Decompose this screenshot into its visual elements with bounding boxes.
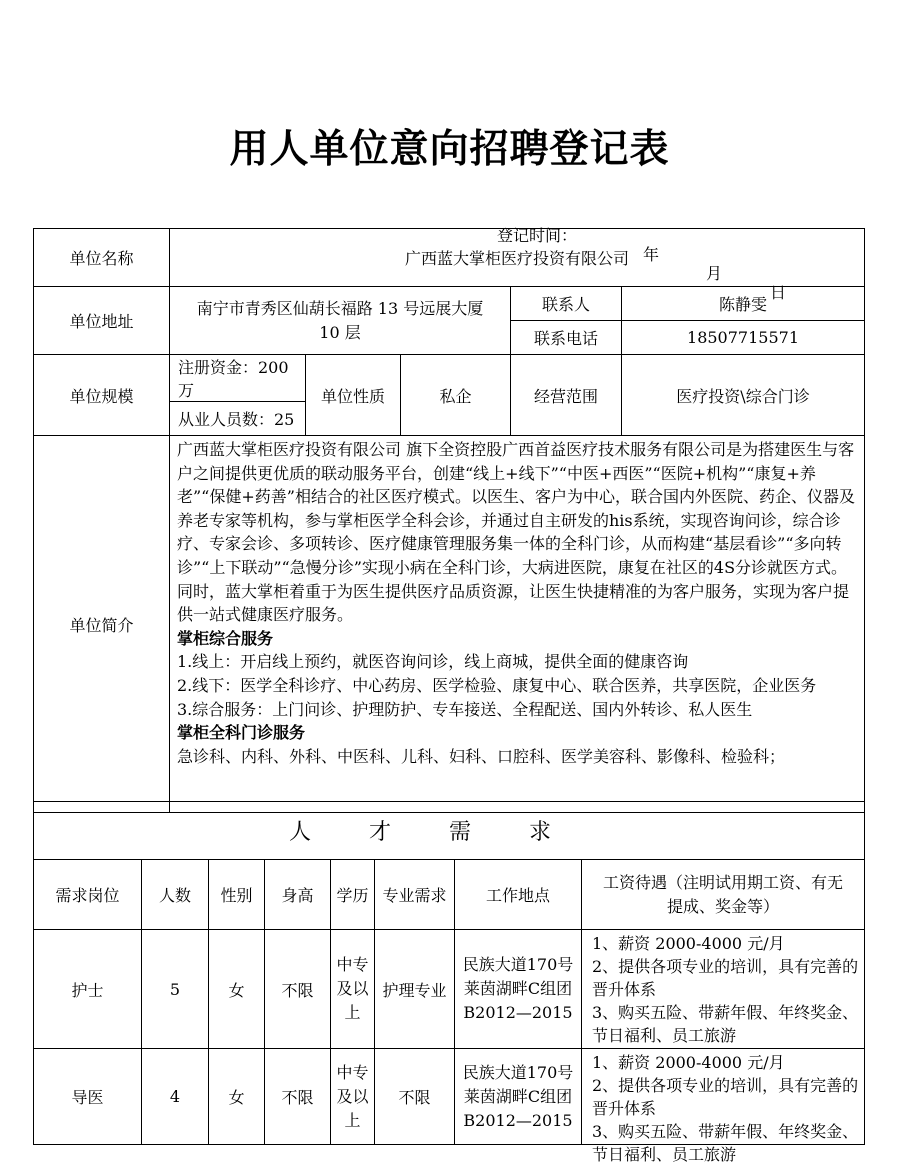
header-location: 工作地点 (455, 860, 582, 930)
service-heading: 掌柜综合服务 (177, 628, 274, 648)
clinic-departments: 急诊科、内科、外科、中医科、儿科、妇科、口腔科、医学美容科、影像科、检验科； (177, 746, 786, 766)
registered-capital: 注册资金：200 万 (170, 355, 306, 402)
wage-item: 3、购买五险、带薪年假、年终奖金、节日福利、员工旅游 (592, 1122, 859, 1164)
header-position: 需求岗位 (34, 860, 142, 930)
row-education: 中专及以上 (331, 930, 375, 1049)
row-wages (582, 930, 865, 1049)
address-line-1: 南宁市青秀区仙葫长福路 13 号远展大厦 (196, 298, 484, 318)
company-name-label: 单位名称 (34, 229, 170, 287)
header-gender: 性别 (209, 860, 265, 930)
row-count: 5 (142, 930, 209, 1049)
phone-label: 联系电话 (511, 321, 622, 355)
header-wages: 工资待遇（注明试用期工资、有无提成、奖金等） (582, 860, 865, 930)
company-name: 广西蓝大掌柜医疗投资有限公司 (170, 229, 865, 287)
scale-label: 单位规模 (34, 355, 170, 436)
nature-label: 单位性质 (306, 355, 401, 436)
form-title: 用人单位意向招聘登记表 (229, 127, 670, 172)
row-gender: 女 (209, 1049, 265, 1145)
register-day: 日 (770, 283, 787, 302)
phone-number: 18507715571 (622, 321, 865, 355)
scope-label: 经营范围 (511, 355, 622, 436)
staff-count: 从业人员数：25 (170, 402, 306, 436)
row-count: 4 (142, 1049, 209, 1145)
row-position: 护士 (34, 930, 142, 1049)
intro-cell (170, 436, 865, 813)
register-label: 登记时间： (497, 226, 578, 245)
row-major: 护理专业 (375, 930, 455, 1049)
company-info-table (33, 228, 865, 813)
contact-label: 联系人 (511, 287, 622, 321)
service-item-2: 2.线下：医学全科诊疗、中心药房、医学检验、康复中心、联合医养，共享医院，企业医务 (177, 675, 817, 695)
row-location: 民族大道170号莱茵湖畔C组团B2012—2015 (455, 1049, 582, 1145)
wage-item: 1、薪资 2000-4000 元/月 (592, 934, 785, 953)
row-location: 民族大道170号莱茵湖畔C组团B2012—2015 (455, 930, 582, 1049)
service-item-1: 1.线上：开启线上预约，就医咨询问诊，线上商城，提供全面的健康咨询 (177, 652, 689, 672)
address-label: 单位地址 (34, 287, 170, 355)
intro-paragraph-1: 广西蓝大掌柜医疗投资有限公司 旗下全资控股广西首益医疗技术服务有限公司是为搭建医生与客户之间提供更优质的联动服务平台，创建“线上+线下”“中医+西医”“医院+机构”“康复+养老”“保健+药善”相结合的社区医疗模式。以医生、客户为中心，联合国内外医院、药企、仪器及养老专家等机构，参与掌柜医学全科会诊，并通过自主研发的his系统，实现咨询问诊，综合诊疗、专家会诊、多项转诊、医疗健康管理服务集一体的全科门诊，从而构建“基层看诊”“多向转诊”“上下联动”“急慢分诊”实现小病在全科门诊，大病进医院，康复在社区的4S分诊就医方式。 (177, 440, 855, 577)
row-gender: 女 (209, 930, 265, 1049)
row-height: 不限 (265, 1049, 331, 1145)
header-education: 学历 (331, 860, 375, 930)
table-row (34, 930, 865, 1049)
scope-value: 医疗投资\综合门诊 (622, 355, 865, 436)
address-cell (170, 287, 511, 355)
row-major: 不限 (375, 1049, 455, 1145)
nature-value: 私企 (401, 355, 511, 436)
talent-demand-table (33, 801, 865, 1164)
clinic-heading: 掌柜全科门诊服务 (177, 723, 306, 743)
table-row (34, 1049, 865, 1145)
contact-name: 陈静雯 (622, 287, 865, 321)
service-item-3: 3.综合服务：上门问诊、护理防护、专车接送、全程配送、国内外转诊、私人医生 (177, 699, 753, 719)
header-height: 身高 (265, 860, 331, 930)
wage-item: 1、薪资 2000-4000 元/月 (592, 1053, 785, 1072)
row-education: 中专及以上 (331, 1049, 375, 1145)
register-year: 年 (643, 245, 660, 264)
wage-item: 2、提供各项专业的培训，具有完善的晋升体系 (592, 957, 859, 999)
header-count: 人数 (142, 860, 209, 930)
talent-heading: 人才需求 (34, 802, 865, 860)
address-line-2: 10 层 (319, 322, 361, 342)
row-position: 导医 (34, 1049, 142, 1145)
intro-label: 单位简介 (34, 436, 170, 813)
wage-item: 2、提供各项专业的培训，具有完善的晋升体系 (592, 1076, 859, 1118)
register-month: 月 (706, 264, 723, 283)
header-major: 专业需求 (375, 860, 455, 930)
intro-paragraph-2: 同时，蓝大掌柜着重于为医生提供医疗品质资源，让医生快捷精准的为客户服务，实现为客户提供一站式健康医疗服务。 (177, 581, 850, 625)
row-wages (582, 1049, 865, 1164)
row-height: 不限 (265, 930, 331, 1049)
wage-item: 3、购买五险、带薪年假、年终奖金、节日福利、员工旅游 (592, 1003, 859, 1045)
